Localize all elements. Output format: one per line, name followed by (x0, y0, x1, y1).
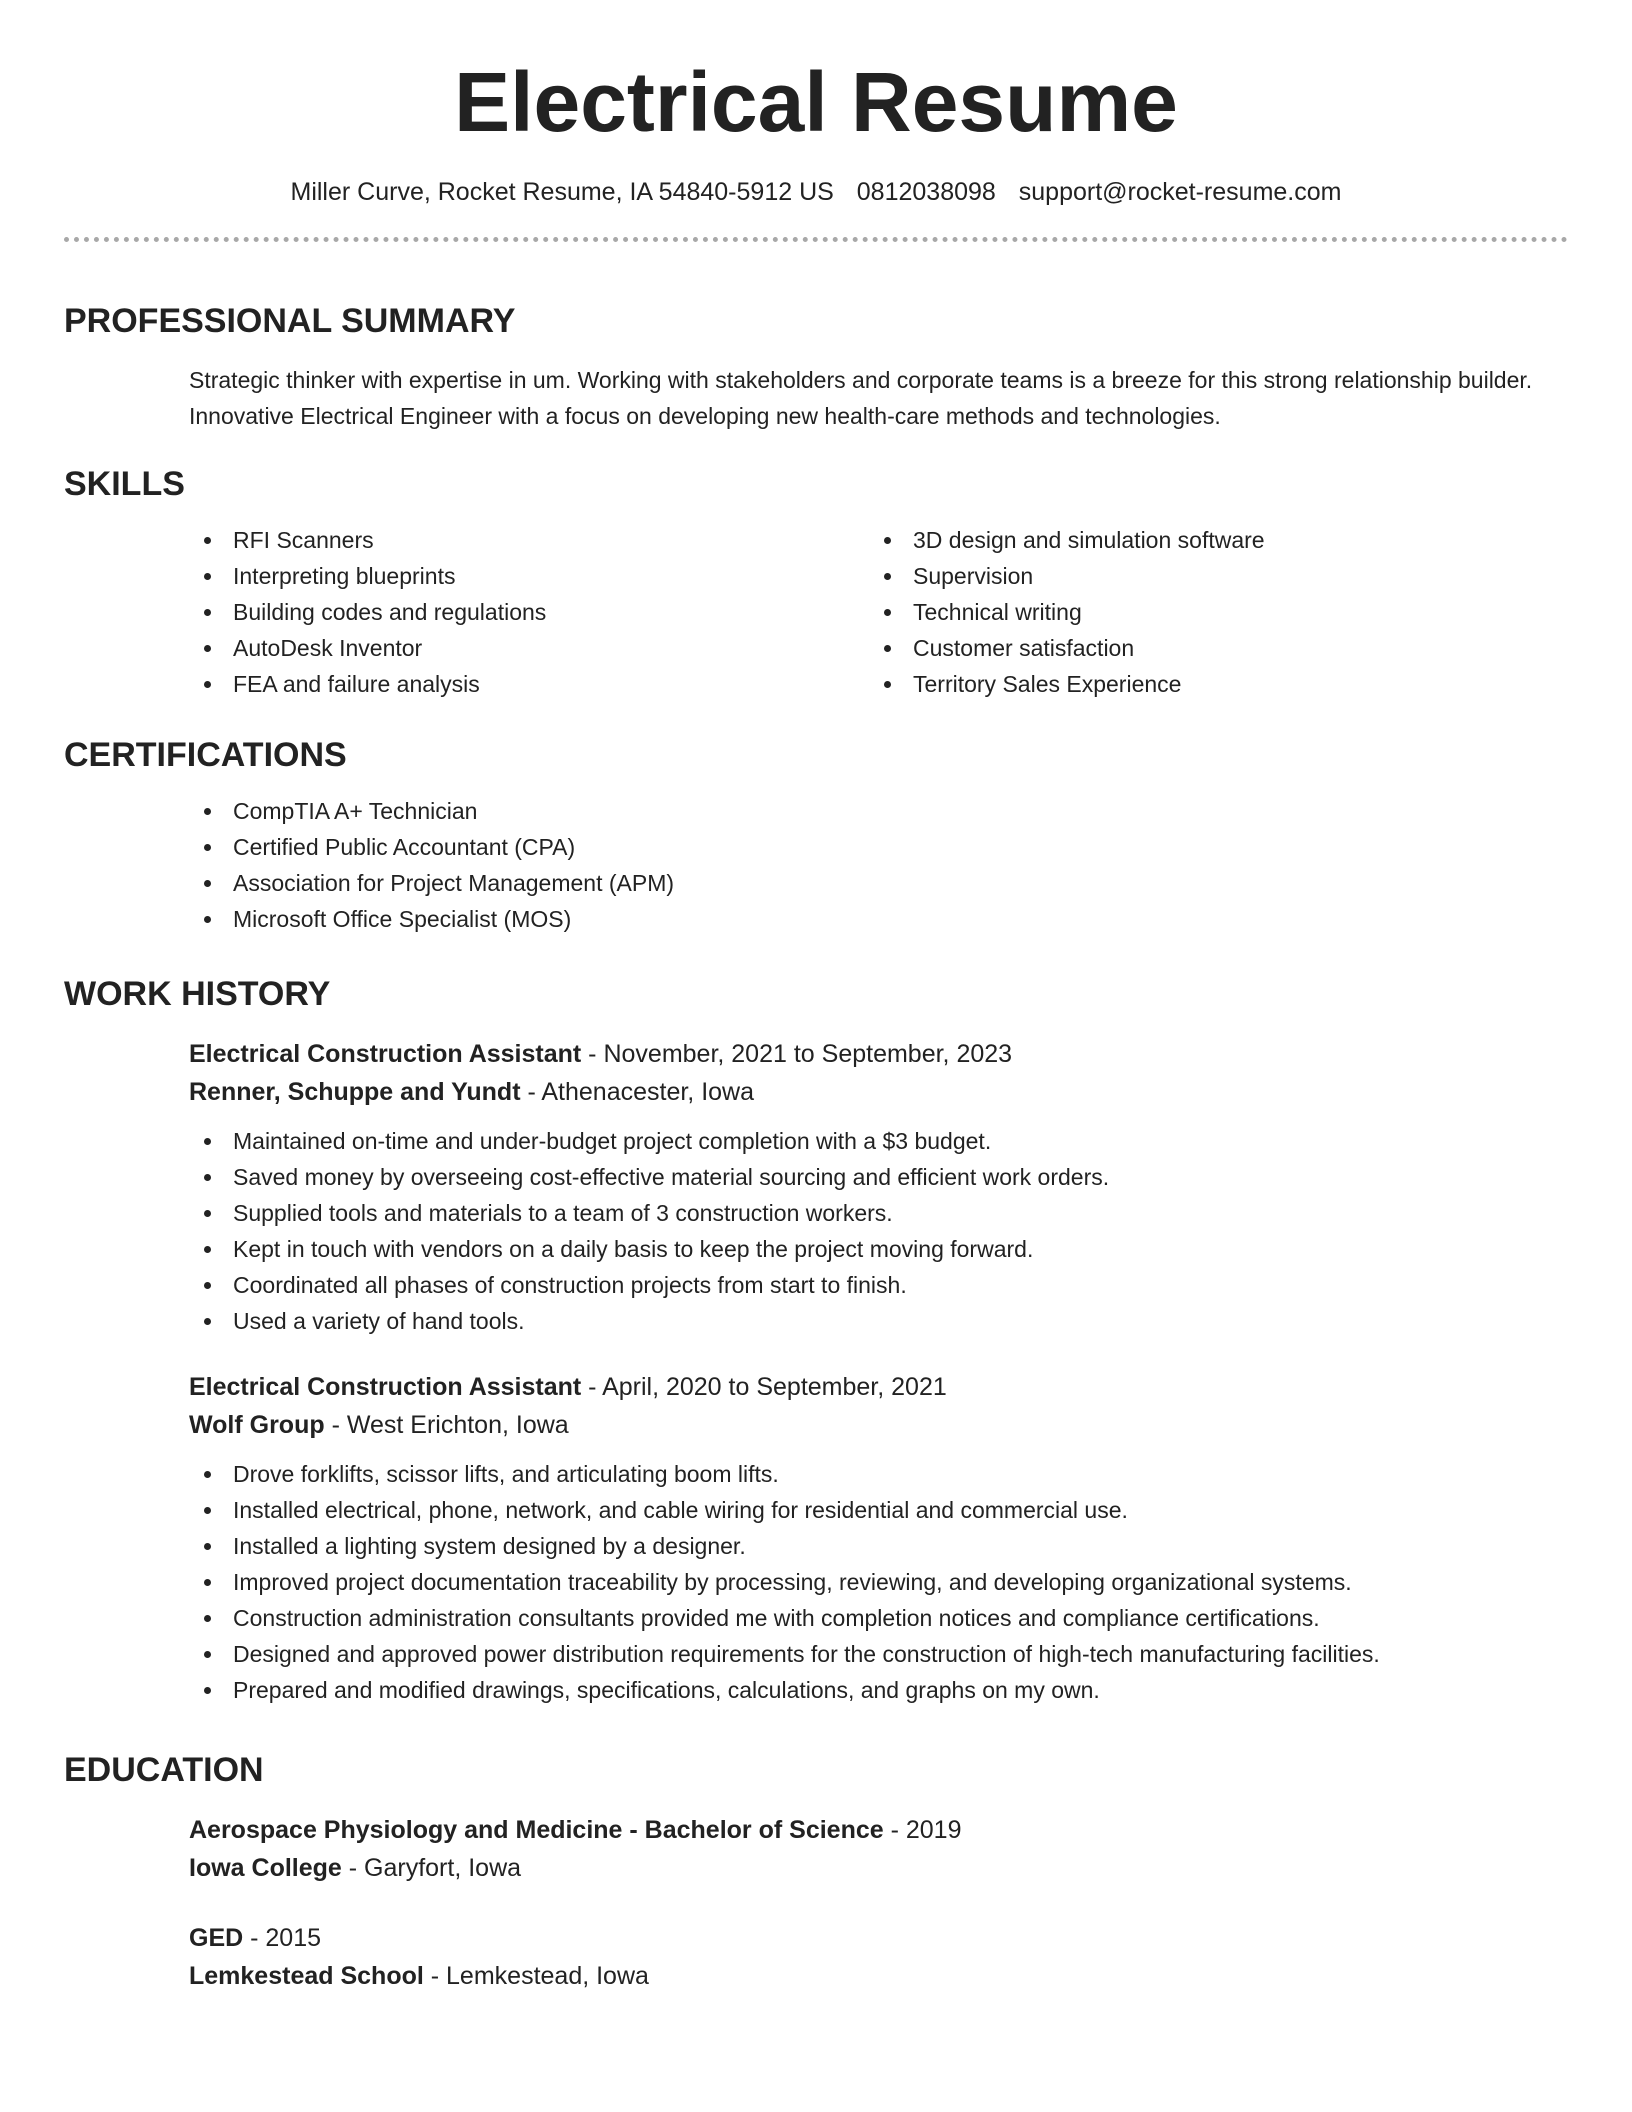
job-bullet: Supplied tools and materials to a team of 3 construction workers. (189, 1195, 1568, 1231)
education-degree: Aerospace Physiology and Medicine - Bachelor of Science (189, 1816, 884, 1844)
resume-header (64, 0, 1568, 242)
skill-item: Supervision (869, 558, 1549, 594)
skills-section (64, 467, 1568, 702)
education-year: - 2019 (883, 1816, 962, 1844)
skills-list-right (869, 522, 1549, 702)
education-degree-line (189, 1919, 1568, 1957)
certifications-heading: CERTIFICATIONS (64, 736, 347, 774)
skill-item: Building codes and regulations (189, 594, 869, 630)
job-entry (189, 1035, 1568, 1339)
job-dates: - April, 2020 to September, 2021 (581, 1373, 947, 1401)
job-company: Wolf Group (189, 1411, 325, 1439)
work-history-section (64, 977, 1568, 1708)
education-school-line (189, 1849, 1568, 1887)
job-dates: - November, 2021 to September, 2023 (581, 1040, 1013, 1068)
job-bullet: Installed a lighting system designed by a designer. (189, 1528, 1568, 1564)
job-bullets (64, 1456, 1568, 1708)
job-bullet: Prepared and modified drawings, specifications, calculations, and graphs on my own. (189, 1672, 1568, 1708)
contact-address: Miller Curve, Rocket Resume, IA 54840-5912 US (290, 178, 834, 206)
education-entry (189, 1919, 1568, 1995)
education-school: Iowa College (189, 1854, 342, 1882)
job-bullet: Coordinated all phases of construction projects from start to finish. (189, 1267, 1568, 1303)
certification-item: Association for Project Management (APM) (189, 865, 1568, 901)
skill-item: Territory Sales Experience (869, 666, 1549, 702)
skills-list-left (189, 522, 869, 702)
certifications-list (189, 793, 1568, 937)
job-title: Electrical Construction Assistant (189, 1040, 582, 1068)
education-school: Lemkestead School (189, 1962, 424, 1990)
resume-page (64, 0, 1568, 1990)
skill-item: Technical writing (869, 594, 1549, 630)
job-bullet: Construction administration consultants provided me with completion notices and compliance certifications. (189, 1600, 1568, 1636)
job-title-line (189, 1035, 1568, 1073)
job-company-line (189, 1406, 1568, 1444)
education-year: - 2015 (243, 1924, 322, 1952)
job-company-line (189, 1073, 1568, 1111)
summary-text: Strategic thinker with expertise in um. Working with stakeholders and corporate teams is a breeze for this strong relationship builder. Innovative Electrical Engineer with a focus on developing new health-care methods and technologies. (189, 367, 1533, 429)
job-bullet: Maintained on-time and under-budget project completion with a $3 budget. (189, 1123, 1568, 1159)
contact-email: support@rocket-resume.com (1018, 178, 1342, 206)
skill-item: 3D design and simulation software (869, 522, 1549, 558)
job-bullet: Drove forklifts, scissor lifts, and articulating boom lifts. (189, 1456, 1568, 1492)
resume-name: Electrical Resume (454, 55, 1178, 149)
education-heading: EDUCATION (64, 1751, 264, 1789)
skill-item: FEA and failure analysis (189, 666, 869, 702)
job-bullet: Installed electrical, phone, network, and cable wiring for residential and commercial use. (189, 1492, 1568, 1528)
contact-line (64, 178, 1568, 207)
job-bullet: Improved project documentation traceability by processing, reviewing, and developing organizational systems. (189, 1564, 1568, 1600)
certification-item: Microsoft Office Specialist (MOS) (189, 901, 1568, 937)
job-entry (189, 1368, 1568, 1708)
job-location: - West Erichton, Iowa (324, 1411, 569, 1439)
education-section (64, 1753, 1568, 1995)
summary-section (64, 304, 1568, 434)
skill-item: RFI Scanners (189, 522, 869, 558)
education-degree: GED (189, 1924, 244, 1952)
job-bullet: Used a variety of hand tools. (189, 1303, 1568, 1339)
education-location: - Garyfort, Iowa (341, 1854, 522, 1882)
job-bullet: Kept in touch with vendors on a daily basis to keep the project moving forward. (189, 1231, 1568, 1267)
contact-phone: 0812038098 (856, 178, 996, 206)
skill-item: AutoDesk Inventor (189, 630, 869, 666)
skills-grid (189, 522, 1568, 702)
job-title: Electrical Construction Assistant (189, 1373, 582, 1401)
certifications-section (64, 738, 1568, 937)
job-bullet: Designed and approved power distribution requirements for the construction of high-tech manufacturing facilities. (189, 1636, 1568, 1672)
job-bullets (64, 1123, 1568, 1339)
education-location: - Lemkestead, Iowa (423, 1962, 649, 1990)
skill-item: Customer satisfaction (869, 630, 1549, 666)
skill-item: Interpreting blueprints (189, 558, 869, 594)
job-title-line (189, 1368, 1568, 1406)
summary-heading: PROFESSIONAL SUMMARY (64, 302, 516, 340)
education-entry (189, 1811, 1568, 1887)
education-school-line (189, 1957, 1568, 1995)
job-bullet: Saved money by overseeing cost-effective material sourcing and efficient work orders. (189, 1159, 1568, 1195)
job-company: Renner, Schuppe and Yundt (189, 1078, 521, 1106)
skills-heading: SKILLS (64, 465, 185, 503)
work-history-heading: WORK HISTORY (64, 975, 331, 1013)
education-degree-line (189, 1811, 1568, 1849)
header-divider (64, 237, 1568, 242)
certification-item: Certified Public Accountant (CPA) (189, 829, 1568, 865)
job-location: - Athenacester, Iowa (520, 1078, 755, 1106)
certification-item: CompTIA A+ Technician (189, 793, 1568, 829)
